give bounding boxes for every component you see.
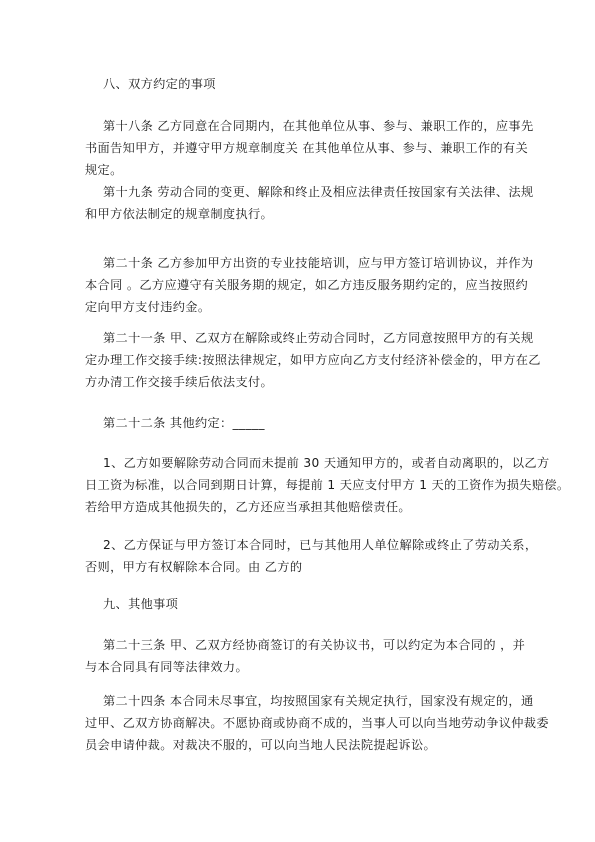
section-9-heading-block [85, 593, 525, 615]
section-8-heading-block [85, 73, 525, 95]
article-23-line-2: 与本合同具有同等法律效力。 [85, 660, 248, 674]
article-21-line-1: 第二十一条 甲、乙双方在解除或终止劳动合同时，乙方同意按照甲方的有关规 [103, 331, 534, 345]
article-18 [85, 115, 534, 181]
article-22 [85, 412, 525, 434]
article-21 [85, 327, 541, 393]
article-19 [85, 181, 534, 225]
article-21-line-2: 定办理工作交接手续:按照法律规定，如甲方应向乙方支付经济补偿金的，甲方在乙 [85, 353, 541, 367]
article-24-line-3: 员会申请仲裁。对裁决不服的，可以向当地人民法院提起诉讼。 [85, 738, 437, 752]
article-24 [85, 690, 549, 756]
item-1-line-3: 若给甲方造成其他损失的，乙方还应当承担其他赔偿责任。 [85, 500, 411, 514]
item-2-line-1: 2、乙方保证与甲方签订本合同时，已与其他用人单位解除或终止了劳动关系， [103, 538, 538, 552]
item-1 [85, 452, 570, 518]
article-20 [85, 252, 534, 318]
item-2-line-2: 否则，甲方有权解除本合同。由 乙方的 [85, 560, 303, 574]
article-21-line-3: 方办清工作交接手续后依法支付。 [85, 375, 274, 389]
article-22-line-1: 第二十二条 其他约定：_____ [103, 416, 265, 430]
article-23-line-1: 第二十三条 甲、乙双方经协商签订的有关协议书，可以约定为本合同的 ，并 [103, 638, 526, 652]
article-20-line-1: 第二十条 乙方参加甲方出资的专业技能培训，应与甲方签订培训协议，并作为 [103, 256, 534, 270]
article-20-line-2: 本合同 。乙方应遵守有关服务期的规定，如乙方违反服务期约定的，应当按照约 [85, 278, 529, 292]
section-9-heading: 九、其他事项 [103, 597, 179, 611]
article-20-line-3: 定向甲方支付违约金。 [85, 300, 211, 314]
item-1-line-2: 日工资为标准，以合同到期日计算，每提前 1 天应支付甲方 1 天的工资作为损失赔偿。 [85, 478, 570, 492]
article-23 [85, 634, 525, 678]
item-2 [85, 534, 538, 578]
article-19-line-2: 和甲方依法制定的规章制度执行。 [85, 207, 274, 221]
item-1-line-1: 1、乙方如要解除劳动合同而未提前 30 天通知甲方的，或者自动离职的，以乙方 [103, 456, 550, 470]
article-24-line-2: 过甲、乙双方协商解决。不愿协商或协商不成的，当事人可以向当地劳动争议仲裁委 [85, 716, 549, 730]
article-18-line-2: 书面告知甲方，并遵守甲方规章制度关 在其他单位从事、参与、兼职工作的有关 [85, 141, 529, 155]
article-18-line-3: 规定。 [85, 163, 123, 177]
article-18-line-1: 第十八条 乙方同意在合同期内，在其他单位从事、参与、兼职工作的，应事先 [103, 119, 534, 133]
section-8-heading: 八、双方约定的事项 [103, 77, 216, 91]
article-24-line-1: 第二十四条 本合同未尽事宜，均按照国家有关规定执行，国家没有规定的，通 [103, 694, 534, 708]
article-19-line-1: 第十九条 劳动合同的变更、解除和终止及相应法律责任按国家有关法律、法规 [103, 185, 534, 199]
